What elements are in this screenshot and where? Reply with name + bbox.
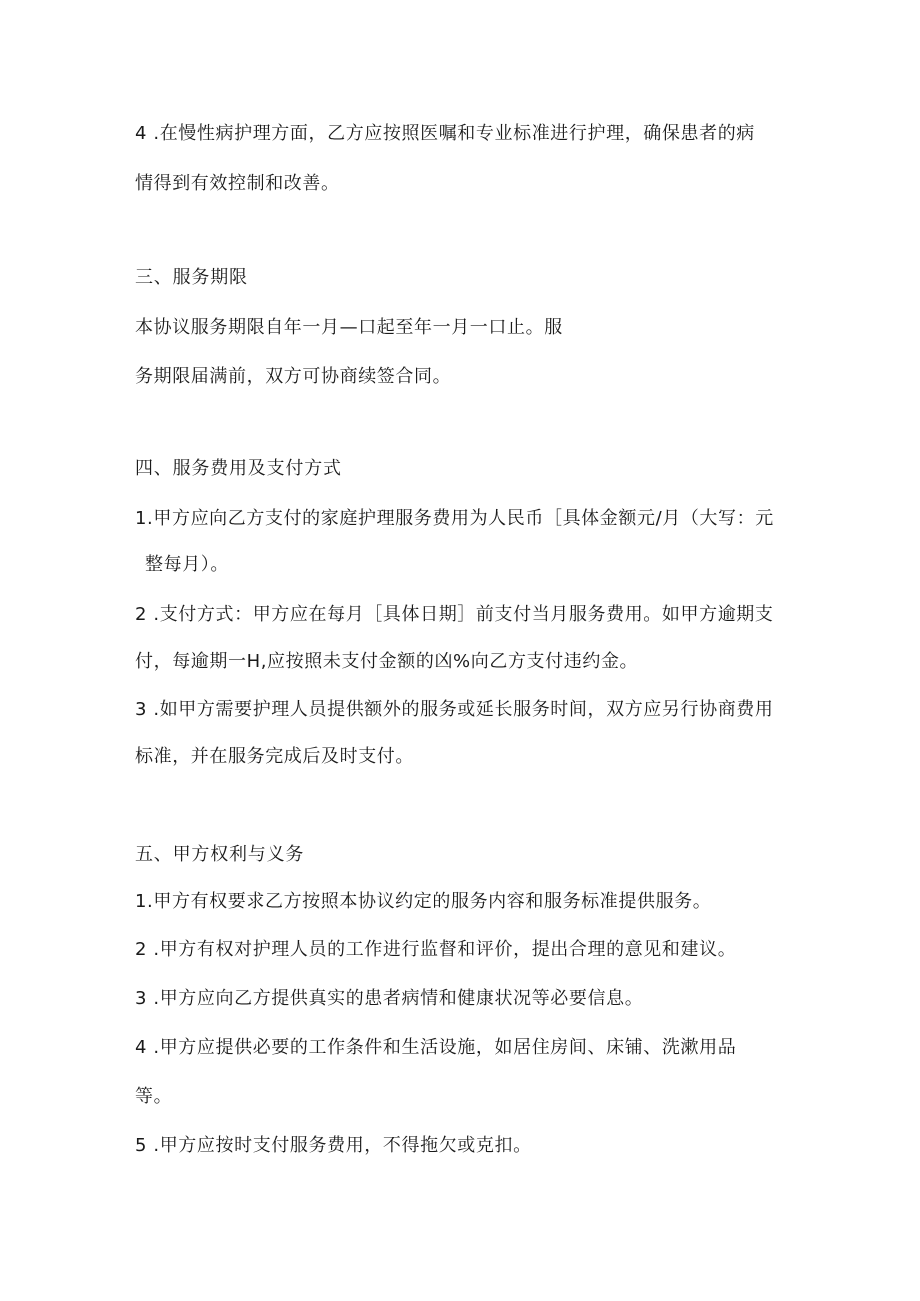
sec5-item5: 5 .甲方应按时支付服务费用，不得拖欠或克扣。 [135, 1135, 532, 1156]
sec5-heading: 五、甲方权利与义务 [135, 844, 305, 865]
sec2-item4-line2: 情得到有效控制和改善。 [135, 173, 340, 194]
sec4-item2-line2: 付，每逾期一H,应按照未支付金额的凶%向乙方支付违约金。 [135, 651, 639, 672]
sec4-item3-line2: 标准，并在服务完成后及时支付。 [135, 746, 414, 767]
sec4-item2-line1: 2 .支付方式：甲方应在每月［具体日期］前支付当月服务费用。如甲方逾期支 [135, 604, 774, 625]
sec5-item1: 1.甲方有权要求乙方按照本协议约定的服务内容和服务标准提供服务。 [135, 891, 712, 912]
sec4-heading: 四、服务费用及支付方式 [135, 458, 342, 479]
sec3-heading: 三、服务期限 [135, 267, 248, 288]
sec3-para-line2: 务期限届满前，双方可协商续签合同。 [135, 366, 452, 387]
sec4-item1-line1: 1.甲方应向乙方支付的家庭护理服务费用为人民币［具体金额元/月（大写：元 [135, 508, 774, 529]
sec3-para-line1: 本协议服务期限自年一月—口起至年一月一口止。服 [135, 317, 563, 338]
sec4-item1-line2: 整每月）。 [145, 554, 229, 575]
sec5-item3: 3 .甲方应向乙方提供真实的患者病情和健康状况等必要信息。 [135, 988, 644, 1009]
sec5-item4-line2: 等。 [135, 1086, 173, 1107]
sec5-item4-line1: 4 .甲方应提供必要的工作条件和生活设施，如居住房间、床铺、洗漱用品 [135, 1037, 737, 1058]
sec4-item3-line1: 3 .如甲方需要护理人员提供额外的服务或延长服务时间，双方应另行协商费用 [135, 699, 774, 720]
sec5-item2: 2 .甲方有权对护理人员的工作进行监督和评价，提出合理的意见和建议。 [135, 939, 737, 960]
sec2-item4-line1: 4 .在慢性病护理方面，乙方应按照医嘱和专业标准进行护理，确保患者的病 [135, 123, 755, 144]
